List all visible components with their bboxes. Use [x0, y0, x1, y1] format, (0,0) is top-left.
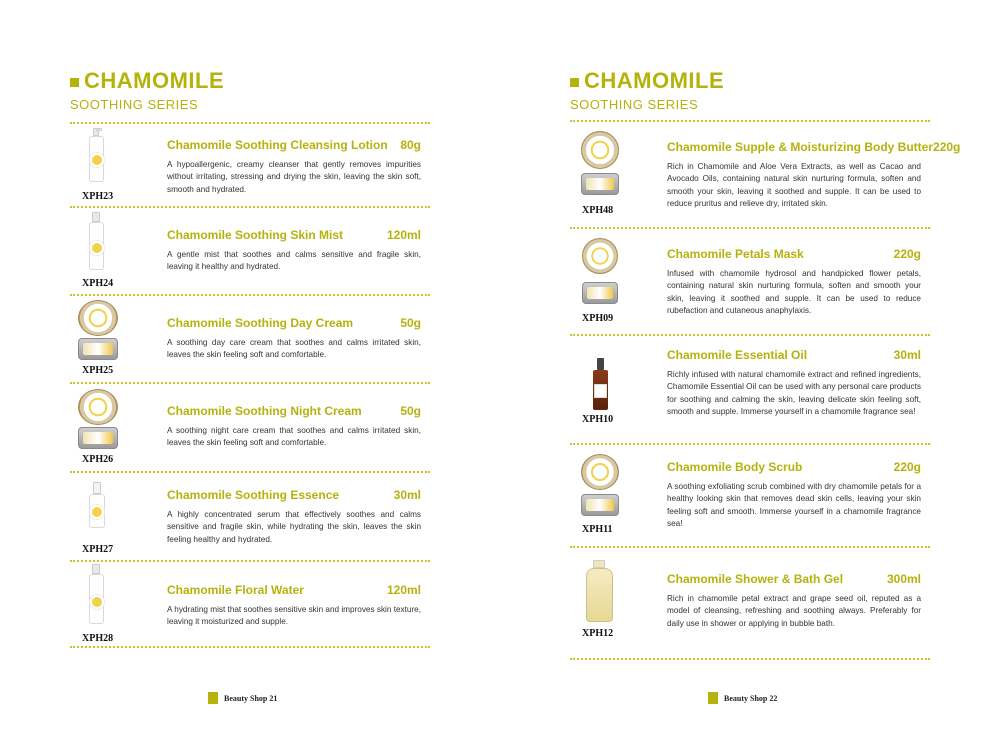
- footer-square-icon: [208, 692, 218, 704]
- left-header: [70, 68, 224, 112]
- divider: [70, 382, 430, 384]
- divider: [570, 120, 930, 122]
- product-size: 50g: [400, 404, 421, 418]
- divider: [70, 206, 430, 208]
- product-code: XPH12: [582, 628, 614, 639]
- product-item: [70, 476, 430, 560]
- product-item: [570, 340, 930, 442]
- product-description: A soothing exfoliating scrub combined with dry chamomile petals for a healthy looking skin that removes dead skin cells, leaving your skin feeling soft and smooth. Immerse yourself in a chamomile fragrance sea!: [667, 482, 921, 529]
- product-size: 120ml: [386, 583, 421, 597]
- product-item: [70, 128, 430, 206]
- product-description: Rich in chamomile petal extract and grape seed oil, reputed as a model of cleansing, refreshing and soothing always. Preferably for daily use in shower or applying in bubble bath.: [667, 594, 921, 628]
- product-description: A hydrating mist that soothes sensitive skin and improves skin texture, leaving it moisturized and supple.: [167, 605, 421, 627]
- product-description: A hypoallergenic, creamy cleanser that gently removes impurities without irritating, stressing and drying the skin, leaving the skin soft, smooth and hydrated.: [167, 160, 421, 194]
- product-description: Rich in Chamomile and Aloe Vera Extracts, as well as Cacao and Avocado Oils, containing natural skin nurturing formula, soften and smooth your skin, leaving it soothed and supple. It can be used to reduce pruritus and relieve dry, irritated skin.: [667, 162, 921, 209]
- product-description: Richly infused with natural chamomile extract and refined ingredients, Chamomile Essential Oil can be used with any personal care products for soothing and calming the skin, leaving delicate skin feeling soft, smooth and supple. Immerse yourself in a chamomile fragrance sea!: [667, 370, 921, 417]
- product-description: Infused with chamomile hydrosol and handpicked flower petals, containing natural skin nurturing formula, soften and smooth your skin, leaving it soothed and supple. It can be used to reduce rubefaction and cutaneous anaphylaxis.: [667, 269, 921, 316]
- product-code: XPH26: [82, 454, 114, 465]
- product-name: Chamomile Soothing Night Cream: [167, 404, 362, 418]
- product-name: Chamomile Shower & Bath Gel: [667, 572, 844, 586]
- product-size: 120ml: [386, 228, 421, 242]
- product-description: A soothing day care cream that soothes and calms irritated skin, leaves the skin feeling soft and comfortable.: [167, 338, 421, 360]
- product-size: 220g: [893, 247, 921, 261]
- right-header: [570, 68, 724, 112]
- product-name: Chamomile Body Scrub: [667, 460, 803, 474]
- divider: [570, 546, 930, 548]
- product-item: [70, 564, 430, 646]
- title-square-icon: [70, 78, 79, 87]
- product-code: XPH09: [582, 313, 614, 324]
- product-name: Chamomile Supple & Moisturizing Body Butter: [667, 140, 934, 154]
- divider: [570, 443, 930, 445]
- product-code: XPH24: [82, 278, 114, 289]
- product-description: A gentle mist that soothes and calms sensitive and fragile skin, leaving it healthy and hydrated.: [167, 250, 421, 272]
- product-code: XPH23: [82, 191, 114, 202]
- product-item: [570, 234, 930, 334]
- product-item: [70, 212, 430, 292]
- product-size: 80g: [400, 138, 421, 152]
- divider: [570, 227, 930, 229]
- page-title: CHAMOMILE: [584, 68, 725, 93]
- divider: [70, 646, 430, 648]
- divider: [570, 334, 930, 336]
- product-name: Chamomile Soothing Skin Mist: [167, 228, 344, 242]
- product-item: [570, 127, 961, 227]
- product-name: Chamomile Soothing Essence: [167, 488, 340, 502]
- product-name: Chamomile Floral Water: [167, 583, 304, 597]
- product-item: [70, 387, 430, 471]
- page-footer: [708, 692, 777, 704]
- page-subtitle: SOOTHING SERIES: [70, 97, 199, 112]
- product-size: 220g: [893, 460, 921, 474]
- divider: [570, 658, 930, 660]
- page-footer: [208, 692, 277, 704]
- divider: [70, 294, 430, 296]
- divider: [70, 122, 430, 124]
- page-title: CHAMOMILE: [84, 68, 225, 93]
- page-number: Beauty Shop 22: [724, 693, 778, 703]
- product-name: Chamomile Soothing Cleansing Lotion: [167, 138, 388, 152]
- product-code: XPH48: [582, 205, 614, 216]
- product-name: Chamomile Essential Oil: [667, 348, 808, 362]
- product-name: Chamomile Soothing Day Cream: [167, 316, 354, 330]
- product-code: XPH11: [582, 524, 613, 535]
- product-code: XPH10: [582, 414, 614, 425]
- product-size: 300ml: [886, 572, 921, 586]
- product-code: XPH28: [82, 633, 114, 644]
- right-page: [500, 0, 1000, 739]
- product-description: A soothing night care cream that soothes and calms irritated skin, leaves the skin feeling soft and comfortable.: [167, 426, 421, 448]
- product-size: 50g: [400, 316, 421, 330]
- product-size: 220g: [933, 140, 961, 154]
- product-code: XPH27: [82, 544, 114, 555]
- product-size: 30ml: [893, 348, 921, 362]
- product-size: 30ml: [393, 488, 421, 502]
- product-code: XPH25: [82, 365, 114, 376]
- divider: [70, 560, 430, 562]
- product-item: [570, 552, 930, 658]
- product-item: [70, 298, 430, 380]
- product-item: [570, 450, 930, 546]
- divider: [70, 471, 430, 473]
- page-number: Beauty Shop 21: [224, 693, 278, 703]
- product-description: A highly concentrated serum that effectively soothes and calms sensitive and fragile skin, while hydrating the skin, leaves the skin feeling healthy and hydrated.: [167, 510, 421, 544]
- title-square-icon: [570, 78, 579, 87]
- page-subtitle: SOOTHING SERIES: [570, 97, 699, 112]
- product-name: Chamomile Petals Mask: [667, 247, 804, 261]
- footer-square-icon: [708, 692, 718, 704]
